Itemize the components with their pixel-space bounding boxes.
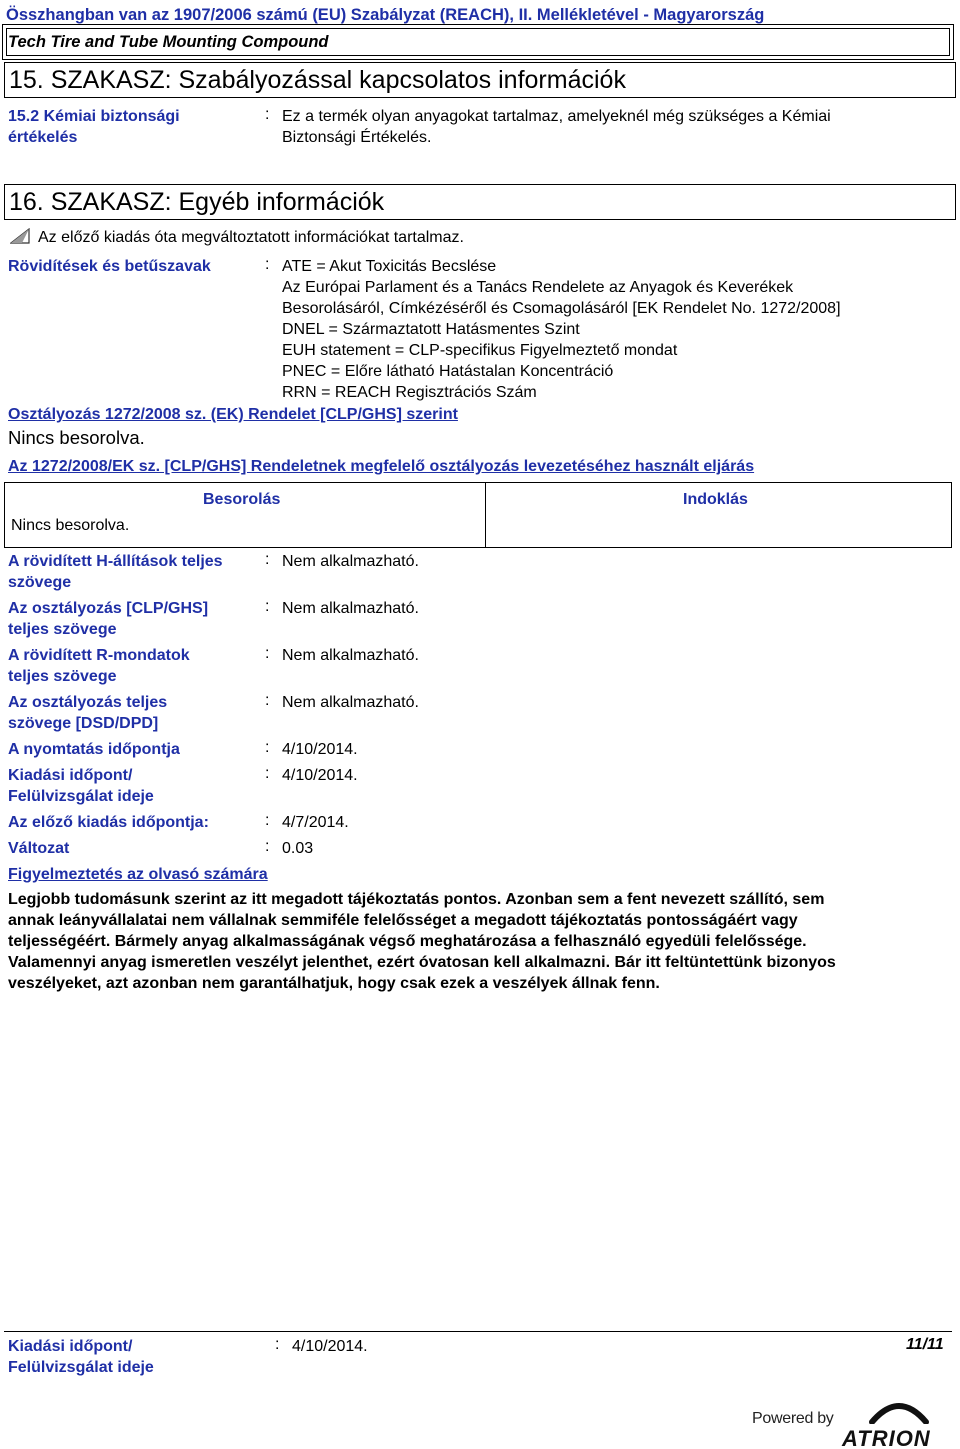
colon: : — [265, 256, 270, 273]
colon: : — [265, 765, 270, 782]
chemical-safety-value: Ez a termék olyan anyagokat tartalmaz, amelyeknél még szükséges a Kémiai Biztonsági Értékelés. — [282, 108, 831, 146]
colon: : — [265, 838, 270, 855]
classification-table — [4, 482, 952, 548]
field-h-statements-value: Nem alkalmazható. — [282, 553, 419, 570]
colon: : — [275, 1336, 280, 1353]
classification-value: Nincs besorolva. — [8, 427, 145, 448]
abbreviations-label: Rövidítések és betűszavak — [8, 258, 211, 275]
product-name: Tech Tire and Tube Mounting Compound — [8, 33, 329, 51]
notice-paragraph: Legjobb tudomásunk szerint az itt megadott tájékoztatás pontos. Azonban sem a fent nevezett szállító, sem annak leányvállalatai nem vállalnak semmiféle felelősséget a megadott tájékoztatás pontosságáért vagy teljességéért. Bármely anyag alkalmasságának végső meghatározása a felhasználó egyedüli felelőssége. Valamennyi anyag ismeretlen veszélyt jelenthet, ezért óvatosan kell alkalmazni. Bár itt feltüntettünk bizonyos veszélyeket, azt azonban nem garantálhatjuk, hogy csak ezek a veszélyek állnak fenn. — [8, 891, 836, 992]
abbrev-item: PNEC = Előre látható Hatástalan Koncentráció — [282, 363, 614, 380]
field-r-phrases-value: Nem alkalmazható. — [282, 647, 419, 664]
footer-issue-date: 4/10/2014. — [292, 1338, 368, 1355]
abbrev-item: DNEL = Származtatott Hatásmentes Szint — [282, 321, 580, 338]
section-15-title: 15. SZAKASZ: Szabályozással kapcsolatos információk — [9, 66, 626, 94]
classification-heading: Osztályozás 1272/2008 sz. (EK) Rendelet [CLP/GHS] szerint — [8, 406, 458, 423]
field-version-value: 0.03 — [282, 840, 314, 857]
table-cell-value: Nincs besorolva. — [11, 517, 130, 534]
footer-issue-label: Kiadási időpont/ Felülvizsgálat ideje — [8, 1338, 154, 1376]
field-dsd-value: Nem alkalmazható. — [282, 694, 419, 711]
abbrev-item: Besorolásáról, Címkézéséről és Csomagolásáról [EK Rendelet No. 1272/2008] — [282, 300, 841, 317]
colon: : — [265, 692, 270, 709]
procedure-heading: Az 1272/2008/EK sz. [CLP/GHS] Rendeletnek megfelelő osztályozás levezetéséhez használt eljárás — [8, 458, 755, 475]
field-issue-date-label: Kiadási időpont/ Felülvizsgálat ideje — [8, 767, 154, 805]
field-version-label: Változat — [8, 840, 70, 857]
field-r-phrases-label: A rövidített R-mondatok teljes szövege — [8, 647, 190, 685]
table-cell-justification — [486, 483, 952, 548]
field-print-date-label: A nyomtatás időpontja — [8, 741, 180, 758]
table-header-justification: Indoklás — [683, 491, 748, 508]
abbrev-item: RRN = REACH Regisztrációs Szám — [282, 384, 537, 401]
colon: : — [265, 551, 270, 568]
section-16-title: 16. SZAKASZ: Egyéb információk — [9, 188, 385, 216]
table-header-classification: Besorolás — [203, 491, 281, 508]
abbrev-item: Az Európai Parlament és a Tanács Rendelete az Anyagok és Keverékek — [282, 279, 794, 296]
changed-note: Az előző kiadás óta megváltoztatott információkat tartalmaz. — [38, 229, 464, 246]
table-cell-classification — [5, 483, 486, 548]
field-clp-label: Az osztályozás [CLP/GHS] teljes szövege — [8, 600, 209, 638]
field-previous-date-value: 4/7/2014. — [282, 814, 349, 831]
colon: : — [265, 812, 270, 829]
colon: : — [265, 598, 270, 615]
field-issue-date-value: 4/10/2014. — [282, 767, 358, 784]
colon: : — [265, 739, 270, 756]
notice-heading: Figyelmeztetés az olvasó számára — [8, 866, 268, 883]
abbreviations-list — [282, 256, 841, 403]
colon: : — [265, 106, 270, 123]
abbrev-item: EUH statement = CLP-specifikus Figyelmeztető mondat — [282, 342, 678, 359]
powered-by-text: Powered by — [752, 1410, 834, 1427]
atrion-brand: ATRION — [842, 1426, 931, 1449]
regulation-title: Összhangban van az 1907/2006 számú (EU) Szabályzat (REACH), II. Mellékletével - Magyarország — [6, 6, 765, 24]
page-number: 11/11 — [906, 1336, 944, 1353]
field-previous-date-label: Az előző kiadás időpontja: — [8, 814, 209, 831]
abbrev-item: ATE = Akut Toxicitás Becslése — [282, 258, 497, 275]
field-h-statements-label: A rövidített H-állítások teljes szövege — [8, 553, 223, 591]
colon: : — [265, 645, 270, 662]
triangle-marker-icon — [10, 228, 30, 244]
atrion-logo-icon — [868, 1396, 930, 1424]
footer-divider — [4, 1331, 952, 1332]
chemical-safety-label: 15.2 Kémiai biztonsági értékelés — [8, 108, 180, 146]
field-clp-value: Nem alkalmazható. — [282, 600, 419, 617]
field-dsd-label: Az osztályozás teljes szövege [DSD/DPD] — [8, 694, 168, 732]
field-print-date-value: 4/10/2014. — [282, 741, 358, 758]
